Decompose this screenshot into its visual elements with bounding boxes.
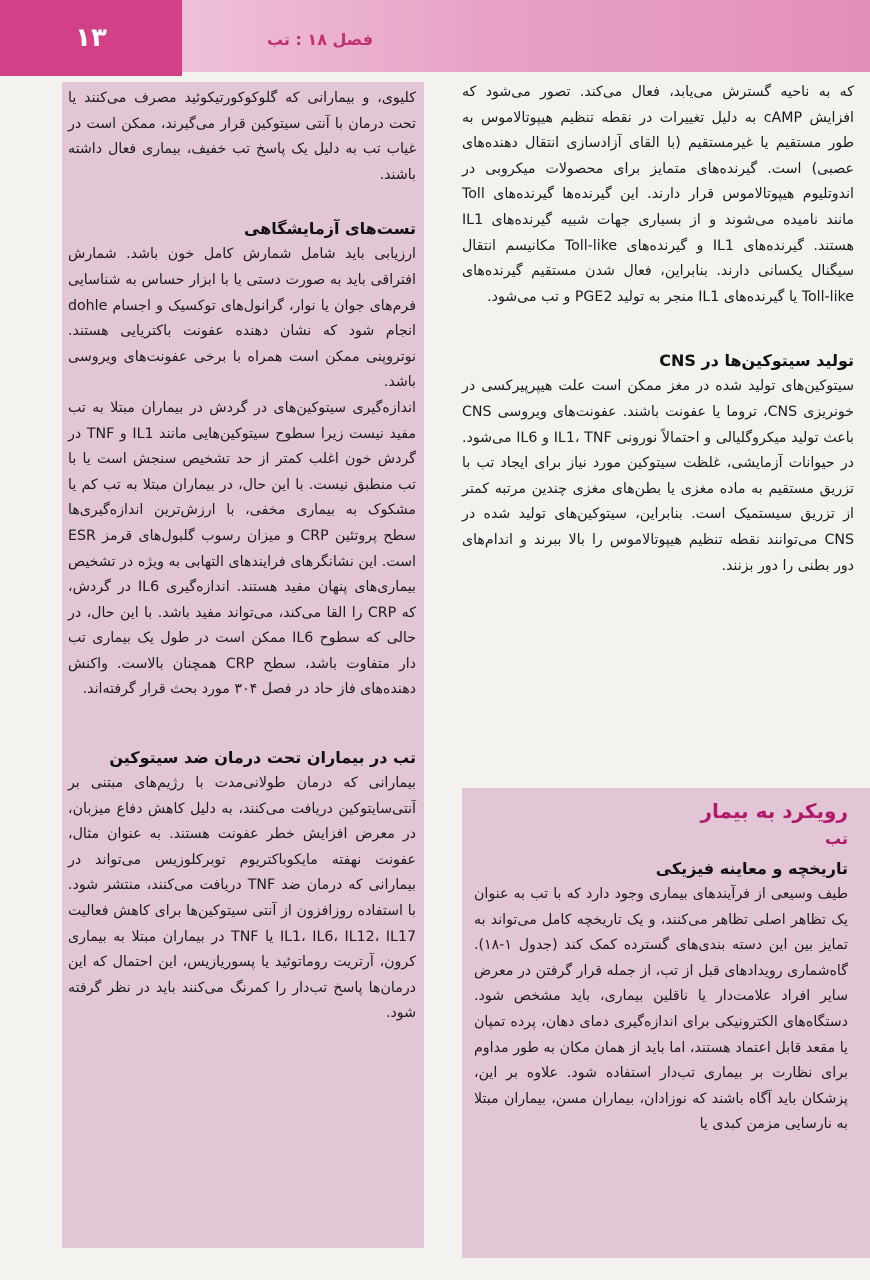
history-paragraph: طیف وسیعی از فرآیندهای بیماری وجود دارد که با تب به عنوان یک تظاهر اصلی تظاهر می‌کنند، و یک تاریخچه کامل می‌تواند به تمایز بین این دسته بندی‌های گسترده کمک کند (جدول ۱-۱۸). گاه‌شماری رویدادهای قبل از تب، از جمله قرار گرفتن در معرض سایر افراد علامت‌دار یا ناقلین بیماری، باید مشخص شود. دستگاه‌های الکترونیکی برای اندازه‌گیری دمای دهان، پرده تمپان یا مقعد قابل اعتماد هستند، اما باید از همان مکان به طور مداوم برای نظارت بر بیماری تب‌دار استفاده شود. علاوه بر این، پزشکان باید آگاه باشند که نوزادان، بیماران مسن، بیماران مبتلا به نارسایی مزمن کبدی یا bbox=[474, 886, 848, 1133]
left-intro-paragraph: کلیوی، و بیمارانی که گلوکوکورتیکوئید مصرف می‌کنند یا تحت درمان با آنتی سیتوکین قرار می‌گیرند، ممکن است در غیاب تب به دلیل یک پاسخ تب خفیف، بیماری فعال داشته باشند. bbox=[68, 90, 416, 183]
history-heading: تاریخچه و معاینه فیزیکی bbox=[655, 859, 848, 878]
anticytokine-paragraph: بیمارانی که درمان طولانی‌مدت با رژیم‌های مبتنی بر آنتی‌سایتوکین دریافت می‌کنند، به دلیل کاهش دفاع میزبان، در معرض افزایش خطر عفونت هستند. به عنوان مثال، عفونت نهفته مایکوباکتریوم توبرکلوزیس می‌تواند در بیمارانی که درمان ضد TNF دریافت می‌کنند، منتشر شود. با استفاده روزافزون از آنتی سیتوکین‌ها برای کاهش فعالیت IL1، IL6، IL12، IL17 یا TNF در بیماران مبتلا به بیماری کرون، آرتریت روماتوئید یا پسوریازیس، این احتمال که این درمان‌ها پاسخ تب‌دار را کمرنگ می‌کنند باید در نظر گرفته شود. bbox=[68, 775, 417, 1022]
approach-subtitle: تب bbox=[825, 829, 848, 848]
approach-title: رویکرد به بیمار bbox=[700, 799, 848, 823]
lab-tests-paragraph-1: ارزیابی باید شامل شمارش کامل خون باشد. شمارش افتراقی باید به صورت دستی یا با ابزار حساس به شناسایی فرم‌های جوان یا نوار، گرانول‌های توکسیک و اجسام dohle انجام شود که نشان دهنده عفونت باکتریایی هستند. نوتروپنی ممکن است همراه با برخی عفونت‌های ویروسی باشد. bbox=[68, 246, 416, 391]
left-column bbox=[62, 82, 424, 1248]
approach-to-patient-box bbox=[462, 788, 870, 1258]
lab-tests-heading: تست‌های آزمایشگاهی bbox=[243, 219, 416, 239]
right-column bbox=[462, 80, 854, 579]
right-paragraph-1: که به ناحیه گسترش می‌یابد، فعال می‌کند. تصور می‌شود که افزایش cAMP به دلیل تغییرات در نقطه تنظیم هیپوتالاموس به طور مستقیم یا غیرمستقیم (با القای آزادسازی انتقال دهنده‌های عصبی) است. گیرنده‌های متمایز برای محصولات میکروبی در اندوتلیوم هیپوتالاموس قرار دارند. این گیرنده‌ها گیرنده‌های Toll مانند نامیده می‌شوند و از بسیاری جهات شبیه گیرنده‌های IL1 هستند. گیرنده‌های IL1 و گیرنده‌های Toll-like مکانیسم انتقال سیگنال یکسانی دارند. بنابراین، فعال شدن مستقیم گیرنده‌های Toll-like یا گیرنده‌های IL1 منجر به تولید PGE2 و تب می‌شود. bbox=[462, 84, 855, 305]
page-number: ۱۳ bbox=[75, 23, 107, 53]
lab-tests-paragraph-2: اندازه‌گیری سیتوکین‌های در گردش در بیماران مبتلا به تب مفید نیست زیرا سطوح سیتوکین‌هایی مانند IL1 و TNF در گردش خون اغلب کمتر از حد تشخیص سنجش است یا با تب منطبق نیست. با این حال، در بیماران مبتلا به تب کم یا مشکوک به بیماری مخفی، با ارزش‌ترین اندازه‌گیری‌ها سطح پروتئین CRP و میزان رسوب گلبول‌های قرمز ESR است. این نشانگرهای فرایندهای التهابی به ویژه در تشخیص بیماری‌های پنهان مفید هستند. اندازه‌گیری IL6 در گردش، که CRP را القا می‌کند، می‌تواند مفید باشد. با این حال، در حالی که سطوح IL6 ممکن است در طول یک بیماری تب دار متفاوت باشد، سطح CRP همچنان بالاست. واکنش دهنده‌های فاز حاد در فصل ۳۰۴ مورد بحث قرار گرفته‌اند. bbox=[68, 399, 417, 698]
right-paragraph-2: سیتوکین‌های تولید شده در مغز ممکن است علت هیپرپیرکسی در خونریزی CNS، تروما یا عفونت باشند. عفونت‌های ویروسی CNS باعث تولید میکروگلیالی و احتمالاً نورونی IL1، TNF و IL6 می‌شود. در حیوانات آزمایشی، غلظت سیتوکین مورد نیاز برای ایجاد تب با تزریق مستقیم به ماده مغزی یا بطن‌های مغزی چندین مرتبه کمتر از تزریق سیستمیک است. بنابراین، سیتوکین‌های تولید شده در CNS می‌توانند نقطه تنظیم هیپوتالاموس را بالا ببرند و اندام‌های دور بطنی را دور بزنند. bbox=[462, 378, 855, 574]
cns-heading: تولید سیتوکین‌ها در CNS bbox=[659, 351, 854, 371]
chapter-title: فصل ۱۸ : تب bbox=[266, 30, 374, 49]
page-number-box bbox=[0, 0, 182, 76]
anticytokine-heading: تب در بیماران تحت درمان ضد سیتوکین bbox=[109, 748, 416, 768]
